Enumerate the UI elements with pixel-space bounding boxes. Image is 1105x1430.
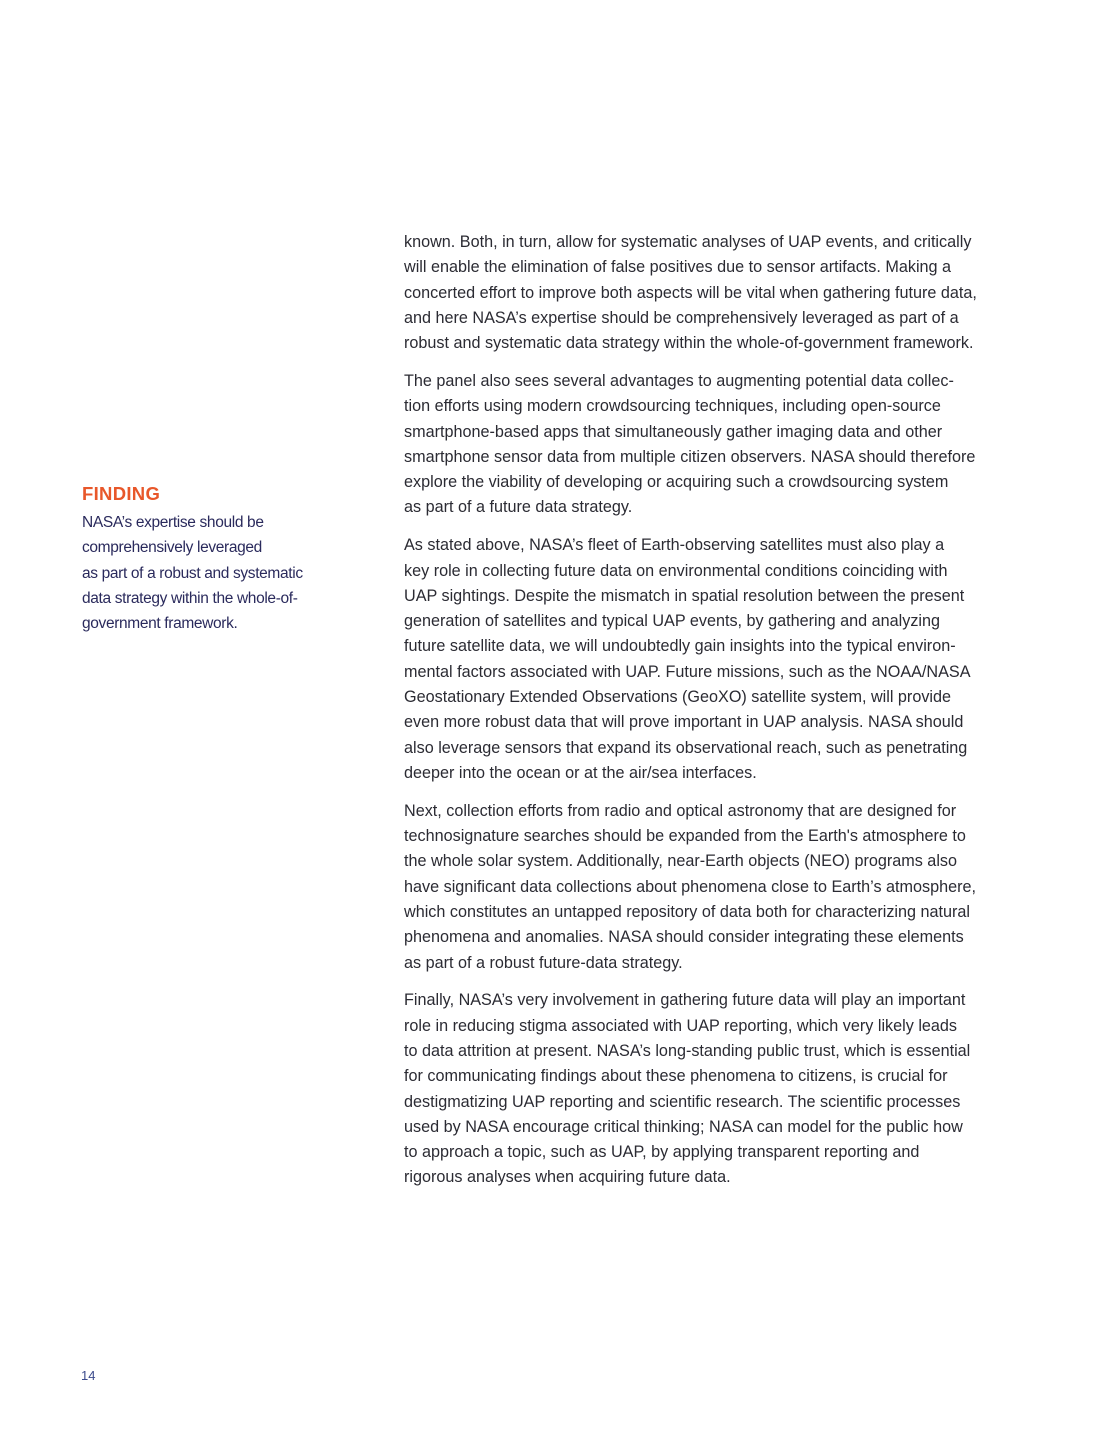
text-line: for communicating findings about these phenomena to citizens, is crucial for	[404, 1067, 948, 1086]
paragraph-sensor-calibration	[404, 230, 1044, 356]
text-line: Geostationary Extended Observations (GeoXO) satellite system, will provide	[404, 688, 952, 707]
text-line: used by NASA encourage critical thinking; NASA can model for the public how	[404, 1117, 963, 1136]
text-line: the whole solar system. Additionally, near-Earth objects (NEO) programs also	[404, 852, 958, 871]
finding-line: comprehensively leveraged	[82, 539, 262, 557]
text-line: deeper into the ocean or at the air/sea interfaces.	[404, 763, 757, 782]
finding-line: NASA’s expertise should be	[82, 514, 264, 531]
text-line: The panel also sees several advantages to augmenting potential data collec-	[404, 371, 954, 390]
finding-line: data strategy within the whole-of-	[82, 589, 298, 607]
text-line: to data attrition at present. NASA’s long-standing public trust, which is essential	[404, 1041, 971, 1060]
finding-callout	[82, 482, 332, 636]
text-line: UAP sightings. Despite the mismatch in spatial resolution between the present	[404, 586, 965, 605]
finding-line: as part of a robust and systematic	[82, 564, 303, 582]
text-line: future satellite data, we will undoubtedly gain insights into the typical environ-	[404, 637, 956, 656]
text-line: Finally, NASA’s very involvement in gathering future data will play an important	[404, 991, 966, 1010]
finding-text	[82, 510, 332, 636]
text-line: concerted effort to improve both aspects will be vital when gathering future data,	[404, 283, 977, 302]
text-line: also leverage sensors that expand its observational reach, such as penetrating	[404, 738, 968, 757]
text-line: as part of a future data strategy.	[404, 498, 633, 517]
text-line: will enable the elimination of false positives due to sensor artifacts. Making a	[404, 258, 952, 277]
text-line: even more robust data that will prove important in UAP analysis. NASA should	[404, 713, 964, 732]
text-line: generation of satellites and typical UAP events, by gathering and analyzing	[404, 612, 941, 631]
text-line: known. Both, in turn, allow for systematic analyses of UAP events, and critically	[404, 233, 972, 251]
paragraph-stigma-reduction	[404, 988, 1044, 1190]
text-line: role in reducing stigma associated with UAP reporting, which very likely leads	[404, 1016, 958, 1035]
text-line: as part of a robust future-data strategy.	[404, 953, 683, 972]
text-line: and here NASA’s expertise should be comprehensively leveraged as part of a	[404, 308, 959, 327]
page-number: 14	[81, 1368, 96, 1383]
body-text-column	[404, 230, 1044, 1203]
finding-line: government framework.	[82, 615, 238, 633]
paragraph-astronomy-collection	[404, 799, 1044, 976]
text-line: Next, collection efforts from radio and optical astronomy that are designed for	[404, 801, 957, 820]
paragraph-earth-observing-satellites	[404, 533, 1044, 786]
text-line: to approach a topic, such as UAP, by applying transparent reporting and	[404, 1143, 920, 1162]
text-line: robust and systematic data strategy within the whole-of-government framework.	[404, 334, 974, 353]
paragraph-crowdsourcing	[404, 369, 1044, 521]
text-line: As stated above, NASA’s fleet of Earth-observing satellites must also play a	[404, 536, 945, 555]
text-line: phenomena and anomalies. NASA should consider integrating these elements	[404, 928, 964, 947]
text-line: explore the viability of developing or acquiring such a crowdsourcing system	[404, 473, 949, 492]
finding-heading: FINDING	[82, 483, 161, 504]
text-line: key role in collecting future data on environmental conditions coinciding with	[404, 561, 948, 580]
text-line: technosignature searches should be expanded from the Earth's atmosphere to	[404, 827, 966, 846]
text-line: have significant data collections about phenomena close to Earth’s atmosphere,	[404, 877, 977, 896]
text-line: destigmatizing UAP reporting and scientific research. The scientific processes	[404, 1092, 961, 1111]
text-line: which constitutes an untapped repository of data both for characterizing natural	[404, 902, 971, 921]
text-line: rigorous analyses when acquiring future data.	[404, 1168, 731, 1187]
text-line: smartphone sensor data from multiple citizen observers. NASA should therefore	[404, 447, 976, 466]
text-line: smartphone-based apps that simultaneously gather imaging data and other	[404, 422, 943, 441]
text-line: tion efforts using modern crowdsourcing techniques, including open-source	[404, 397, 941, 416]
text-line: mental factors associated with UAP. Future missions, such as the NOAA/NASA	[404, 662, 971, 681]
